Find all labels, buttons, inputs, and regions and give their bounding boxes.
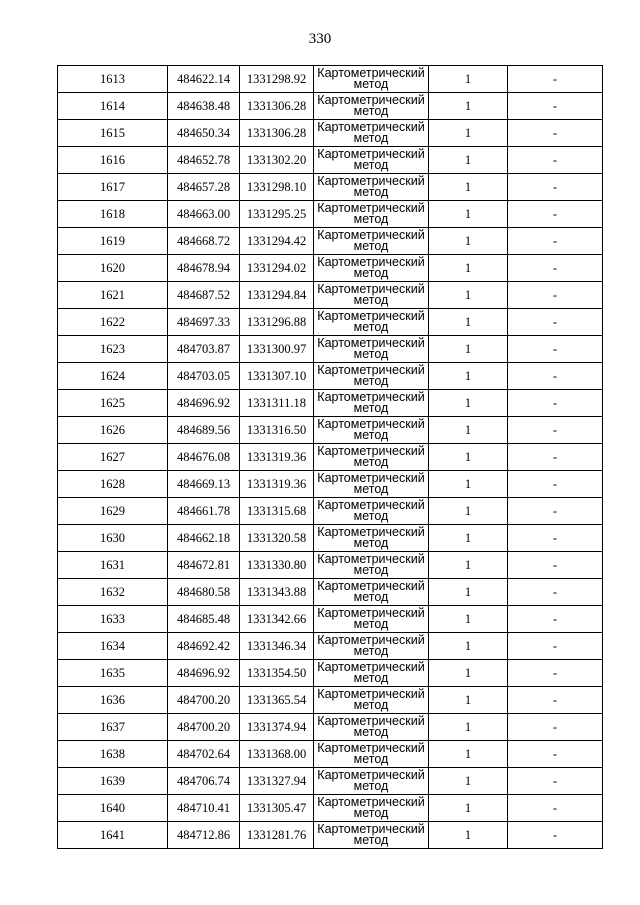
accuracy-cell: 1 [429, 66, 508, 93]
table-row [58, 633, 603, 660]
method-line-2: метод [353, 779, 389, 793]
point-number-cell: 1634 [58, 633, 168, 660]
point-number-cell: 1615 [58, 120, 168, 147]
point-number-cell: 1614 [58, 93, 168, 120]
method-cell [314, 579, 429, 606]
method-line-2: метод [353, 509, 389, 523]
note-cell: - [508, 201, 603, 228]
method-line-2: метод [353, 77, 389, 91]
method-line-1: Картометрический [317, 201, 425, 215]
point-number-cell: 1632 [58, 579, 168, 606]
method-line-1: Картометрический [317, 741, 425, 755]
x-coordinate-cell: 484668.72 [168, 228, 240, 255]
note-cell: - [508, 309, 603, 336]
table-row [58, 93, 603, 120]
method-cell [314, 714, 429, 741]
note-cell: - [508, 93, 603, 120]
x-coordinate-cell: 484696.92 [168, 390, 240, 417]
note-cell: - [508, 444, 603, 471]
point-number-cell: 1639 [58, 768, 168, 795]
accuracy-cell: 1 [429, 309, 508, 336]
table-row [58, 390, 603, 417]
method-cell [314, 93, 429, 120]
accuracy-cell: 1 [429, 714, 508, 741]
point-number-cell: 1637 [58, 714, 168, 741]
point-number-cell: 1633 [58, 606, 168, 633]
note-cell: - [508, 363, 603, 390]
x-coordinate-cell: 484680.58 [168, 579, 240, 606]
note-cell: - [508, 282, 603, 309]
table-row [58, 363, 603, 390]
x-coordinate-cell: 484672.81 [168, 552, 240, 579]
y-coordinate-cell: 1331368.00 [240, 741, 314, 768]
method-cell [314, 147, 429, 174]
y-coordinate-cell: 1331300.97 [240, 336, 314, 363]
note-cell: - [508, 822, 603, 849]
method-cell [314, 768, 429, 795]
accuracy-cell: 1 [429, 363, 508, 390]
x-coordinate-cell: 484652.78 [168, 147, 240, 174]
table-row [58, 687, 603, 714]
x-coordinate-cell: 484692.42 [168, 633, 240, 660]
accuracy-cell: 1 [429, 606, 508, 633]
y-coordinate-cell: 1331305.47 [240, 795, 314, 822]
point-number-cell: 1631 [58, 552, 168, 579]
note-cell: - [508, 633, 603, 660]
table-row [58, 147, 603, 174]
x-coordinate-cell: 484669.13 [168, 471, 240, 498]
method-line-2: метод [353, 374, 389, 388]
y-coordinate-cell: 1331302.20 [240, 147, 314, 174]
method-cell [314, 336, 429, 363]
method-line-1: Картометрический [317, 417, 425, 431]
y-coordinate-cell: 1331319.36 [240, 444, 314, 471]
method-line-1: Картометрический [317, 579, 425, 593]
x-coordinate-cell: 484703.05 [168, 363, 240, 390]
method-cell [314, 471, 429, 498]
method-line-1: Картометрический [317, 471, 425, 485]
x-coordinate-cell: 484650.34 [168, 120, 240, 147]
method-line-2: метод [353, 347, 389, 361]
y-coordinate-cell: 1331342.66 [240, 606, 314, 633]
method-line-2: метод [353, 293, 389, 307]
accuracy-cell: 1 [429, 201, 508, 228]
method-line-1: Картометрический [317, 228, 425, 242]
method-cell [314, 201, 429, 228]
point-number-cell: 1636 [58, 687, 168, 714]
table-row [58, 822, 603, 849]
x-coordinate-cell: 484710.41 [168, 795, 240, 822]
table-row [58, 120, 603, 147]
method-cell [314, 822, 429, 849]
method-line-2: метод [353, 671, 389, 685]
y-coordinate-cell: 1331294.42 [240, 228, 314, 255]
y-coordinate-cell: 1331298.92 [240, 66, 314, 93]
table-row [58, 525, 603, 552]
point-number-cell: 1613 [58, 66, 168, 93]
method-line-2: метод [353, 482, 389, 496]
y-coordinate-cell: 1331330.80 [240, 552, 314, 579]
table-row [58, 309, 603, 336]
x-coordinate-cell: 484662.18 [168, 525, 240, 552]
accuracy-cell: 1 [429, 471, 508, 498]
table-row [58, 201, 603, 228]
table-row [58, 336, 603, 363]
x-coordinate-cell: 484689.56 [168, 417, 240, 444]
x-coordinate-cell: 484703.87 [168, 336, 240, 363]
note-cell: - [508, 390, 603, 417]
x-coordinate-cell: 484661.78 [168, 498, 240, 525]
y-coordinate-cell: 1331346.34 [240, 633, 314, 660]
note-cell: - [508, 741, 603, 768]
point-number-cell: 1621 [58, 282, 168, 309]
accuracy-cell: 1 [429, 498, 508, 525]
x-coordinate-cell: 484657.28 [168, 174, 240, 201]
y-coordinate-cell: 1331327.94 [240, 768, 314, 795]
note-cell: - [508, 714, 603, 741]
y-coordinate-cell: 1331311.18 [240, 390, 314, 417]
method-cell [314, 606, 429, 633]
accuracy-cell: 1 [429, 93, 508, 120]
method-line-1: Картометрический [317, 822, 425, 836]
coordinates-table-body [58, 66, 603, 849]
table-row [58, 741, 603, 768]
table-row [58, 660, 603, 687]
accuracy-cell: 1 [429, 633, 508, 660]
method-line-1: Картометрический [317, 714, 425, 728]
x-coordinate-cell: 484697.33 [168, 309, 240, 336]
method-line-2: метод [353, 752, 389, 766]
point-number-cell: 1628 [58, 471, 168, 498]
x-coordinate-cell: 484702.64 [168, 741, 240, 768]
method-cell [314, 444, 429, 471]
method-line-2: метод [353, 833, 389, 847]
accuracy-cell: 1 [429, 795, 508, 822]
note-cell: - [508, 768, 603, 795]
y-coordinate-cell: 1331306.28 [240, 120, 314, 147]
method-line-1: Картометрический [317, 120, 425, 134]
method-line-2: метод [353, 212, 389, 226]
accuracy-cell: 1 [429, 525, 508, 552]
y-coordinate-cell: 1331295.25 [240, 201, 314, 228]
method-line-2: метод [353, 644, 389, 658]
note-cell: - [508, 498, 603, 525]
method-cell [314, 633, 429, 660]
point-number-cell: 1623 [58, 336, 168, 363]
method-line-1: Картометрический [317, 633, 425, 647]
method-cell [314, 552, 429, 579]
y-coordinate-cell: 1331296.88 [240, 309, 314, 336]
accuracy-cell: 1 [429, 579, 508, 606]
method-line-1: Картометрический [317, 363, 425, 377]
method-cell [314, 363, 429, 390]
point-number-cell: 1624 [58, 363, 168, 390]
method-line-1: Картометрический [317, 174, 425, 188]
coordinates-table [57, 65, 603, 849]
table-row [58, 66, 603, 93]
y-coordinate-cell: 1331315.68 [240, 498, 314, 525]
method-cell [314, 660, 429, 687]
method-line-1: Картометрический [317, 660, 425, 674]
x-coordinate-cell: 484706.74 [168, 768, 240, 795]
accuracy-cell: 1 [429, 768, 508, 795]
method-line-2: метод [353, 455, 389, 469]
point-number-cell: 1635 [58, 660, 168, 687]
point-number-cell: 1641 [58, 822, 168, 849]
accuracy-cell: 1 [429, 282, 508, 309]
accuracy-cell: 1 [429, 255, 508, 282]
table-row [58, 471, 603, 498]
method-cell [314, 525, 429, 552]
x-coordinate-cell: 484700.20 [168, 714, 240, 741]
y-coordinate-cell: 1331343.88 [240, 579, 314, 606]
method-line-2: метод [353, 185, 389, 199]
table-row [58, 579, 603, 606]
point-number-cell: 1629 [58, 498, 168, 525]
accuracy-cell: 1 [429, 390, 508, 417]
note-cell: - [508, 606, 603, 633]
method-line-1: Картометрический [317, 552, 425, 566]
method-cell [314, 741, 429, 768]
accuracy-cell: 1 [429, 552, 508, 579]
note-cell: - [508, 66, 603, 93]
x-coordinate-cell: 484687.52 [168, 282, 240, 309]
method-cell [314, 228, 429, 255]
method-line-1: Картометрический [317, 93, 425, 107]
method-line-1: Картометрический [317, 147, 425, 161]
point-number-cell: 1627 [58, 444, 168, 471]
point-number-cell: 1617 [58, 174, 168, 201]
method-cell [314, 309, 429, 336]
method-line-2: метод [353, 401, 389, 415]
table-row [58, 768, 603, 795]
accuracy-cell: 1 [429, 444, 508, 471]
note-cell: - [508, 336, 603, 363]
method-line-2: метод [353, 590, 389, 604]
method-line-2: метод [353, 725, 389, 739]
point-number-cell: 1616 [58, 147, 168, 174]
note-cell: - [508, 525, 603, 552]
table-row [58, 417, 603, 444]
method-line-1: Картометрический [317, 795, 425, 809]
note-cell: - [508, 687, 603, 714]
y-coordinate-cell: 1331320.58 [240, 525, 314, 552]
y-coordinate-cell: 1331374.94 [240, 714, 314, 741]
x-coordinate-cell: 484638.48 [168, 93, 240, 120]
method-line-2: метод [353, 563, 389, 577]
table-row [58, 552, 603, 579]
accuracy-cell: 1 [429, 228, 508, 255]
y-coordinate-cell: 1331294.84 [240, 282, 314, 309]
note-cell: - [508, 552, 603, 579]
table-row [58, 498, 603, 525]
method-line-1: Картометрический [317, 336, 425, 350]
table-row [58, 228, 603, 255]
y-coordinate-cell: 1331298.10 [240, 174, 314, 201]
point-number-cell: 1640 [58, 795, 168, 822]
method-line-2: метод [353, 698, 389, 712]
method-line-2: метод [353, 131, 389, 145]
method-line-2: метод [353, 158, 389, 172]
note-cell: - [508, 120, 603, 147]
point-number-cell: 1630 [58, 525, 168, 552]
note-cell: - [508, 147, 603, 174]
x-coordinate-cell: 484696.92 [168, 660, 240, 687]
table-row [58, 255, 603, 282]
point-number-cell: 1626 [58, 417, 168, 444]
method-line-2: метод [353, 320, 389, 334]
note-cell: - [508, 795, 603, 822]
method-line-1: Картометрический [317, 525, 425, 539]
method-line-2: метод [353, 428, 389, 442]
accuracy-cell: 1 [429, 687, 508, 714]
accuracy-cell: 1 [429, 174, 508, 201]
method-cell [314, 498, 429, 525]
method-cell [314, 174, 429, 201]
table-row [58, 795, 603, 822]
note-cell: - [508, 660, 603, 687]
method-line-2: метод [353, 806, 389, 820]
y-coordinate-cell: 1331294.02 [240, 255, 314, 282]
method-cell [314, 417, 429, 444]
y-coordinate-cell: 1331306.28 [240, 93, 314, 120]
table-row [58, 444, 603, 471]
method-line-1: Картометрический [317, 309, 425, 323]
method-line-2: метод [353, 266, 389, 280]
method-line-1: Картометрический [317, 255, 425, 269]
point-number-cell: 1622 [58, 309, 168, 336]
accuracy-cell: 1 [429, 741, 508, 768]
table-row [58, 714, 603, 741]
y-coordinate-cell: 1331319.36 [240, 471, 314, 498]
point-number-cell: 1638 [58, 741, 168, 768]
method-line-1: Картометрический [317, 606, 425, 620]
y-coordinate-cell: 1331307.10 [240, 363, 314, 390]
accuracy-cell: 1 [429, 120, 508, 147]
note-cell: - [508, 471, 603, 498]
y-coordinate-cell: 1331354.50 [240, 660, 314, 687]
method-cell [314, 795, 429, 822]
point-number-cell: 1618 [58, 201, 168, 228]
method-line-1: Картометрический [317, 66, 425, 80]
table-row [58, 282, 603, 309]
note-cell: - [508, 417, 603, 444]
x-coordinate-cell: 484678.94 [168, 255, 240, 282]
note-cell: - [508, 255, 603, 282]
page-number: 330 [308, 31, 332, 47]
x-coordinate-cell: 484622.14 [168, 66, 240, 93]
x-coordinate-cell: 484712.86 [168, 822, 240, 849]
accuracy-cell: 1 [429, 822, 508, 849]
x-coordinate-cell: 484685.48 [168, 606, 240, 633]
y-coordinate-cell: 1331281.76 [240, 822, 314, 849]
accuracy-cell: 1 [429, 660, 508, 687]
method-line-1: Картометрический [317, 390, 425, 404]
method-cell [314, 255, 429, 282]
y-coordinate-cell: 1331365.54 [240, 687, 314, 714]
x-coordinate-cell: 484663.00 [168, 201, 240, 228]
note-cell: - [508, 174, 603, 201]
table-row [58, 174, 603, 201]
accuracy-cell: 1 [429, 336, 508, 363]
note-cell: - [508, 228, 603, 255]
method-cell [314, 282, 429, 309]
method-cell [314, 687, 429, 714]
accuracy-cell: 1 [429, 147, 508, 174]
method-cell [314, 66, 429, 93]
method-line-2: метод [353, 617, 389, 631]
method-line-1: Картометрический [317, 687, 425, 701]
method-line-2: метод [353, 239, 389, 253]
note-cell: - [508, 579, 603, 606]
point-number-cell: 1625 [58, 390, 168, 417]
method-cell [314, 120, 429, 147]
point-number-cell: 1619 [58, 228, 168, 255]
method-line-1: Картометрический [317, 444, 425, 458]
x-coordinate-cell: 484700.20 [168, 687, 240, 714]
method-cell [314, 390, 429, 417]
method-line-1: Картометрический [317, 282, 425, 296]
table-row [58, 606, 603, 633]
method-line-1: Картометрический [317, 768, 425, 782]
x-coordinate-cell: 484676.08 [168, 444, 240, 471]
method-line-1: Картометрический [317, 498, 425, 512]
method-line-2: метод [353, 104, 389, 118]
point-number-cell: 1620 [58, 255, 168, 282]
accuracy-cell: 1 [429, 417, 508, 444]
method-line-2: метод [353, 536, 389, 550]
y-coordinate-cell: 1331316.50 [240, 417, 314, 444]
